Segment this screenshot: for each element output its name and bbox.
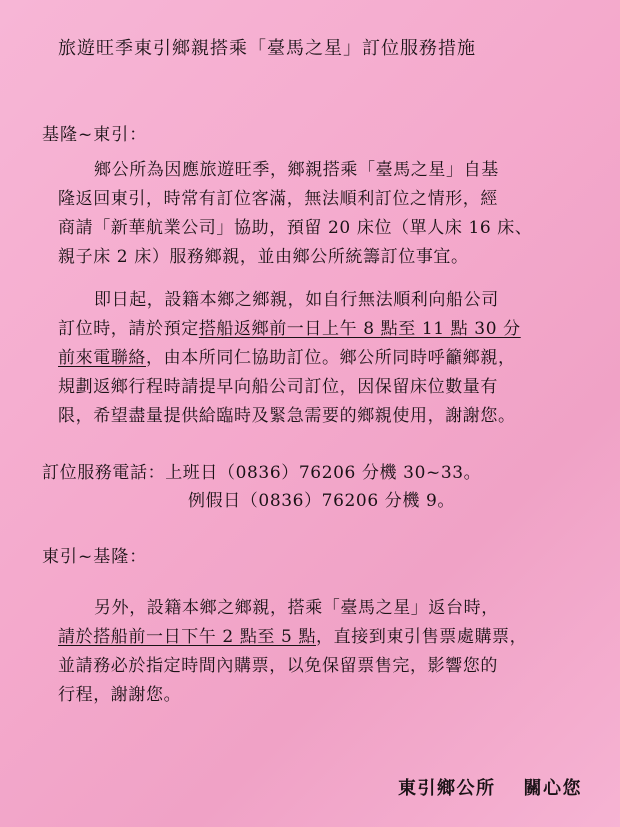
paragraph-return-ticket bbox=[58, 594, 527, 710]
paragraph-line: 限，希望盡量提供給臨時及緊急需要的鄉親使用，謝謝您。 bbox=[58, 406, 516, 426]
section-heading-dongyin-to-keelung: 東引~基隆： bbox=[42, 547, 148, 567]
section-heading-keelung-to-dongyin: 基隆~東引： bbox=[42, 125, 148, 145]
paragraph-line: 即日起，設籍本鄉之鄉親，如自行無法順利向船公司 bbox=[94, 290, 499, 310]
paragraph-line: 並請務必於指定時間內購票，以免保留票售完，影響您的 bbox=[58, 656, 498, 676]
underlined-purchase-window: 請於搭船前一日下午 2 點至 5 點 bbox=[58, 627, 317, 647]
signature bbox=[398, 774, 582, 800]
paragraph-line: 另外，設籍本鄉之鄉親，搭乘「臺馬之星」返台時， bbox=[94, 598, 499, 618]
paragraph-booking-instructions bbox=[58, 286, 521, 431]
text-segment: 訂位時，請於預定 bbox=[58, 319, 199, 339]
paragraph-line: 規劃返鄉行程時請提早向船公司訂位，因保留床位數量有 bbox=[58, 377, 498, 397]
signature-closing: 關心您 bbox=[523, 778, 582, 799]
paragraph-line: 隆返回東引，時常有訂位客滿，無法順利訂位之情形，經 bbox=[58, 189, 498, 209]
text-segment: ，直接到東引售票處購票， bbox=[316, 627, 528, 647]
signature-org: 東引鄉公所 bbox=[398, 778, 496, 799]
paragraph-line: 親子床 2 床）服務鄉親，並由鄉公所統籌訂位事宜。 bbox=[58, 247, 469, 267]
phone-weekday: 訂位服務電話：上班日（0836）76206 分機 30~33。 bbox=[42, 463, 482, 483]
underlined-call-instruction: 前來電聯絡 bbox=[58, 348, 146, 368]
paragraph-line: 商請「新華航業公司」協助，預留 20 床位（單人床 16 床、 bbox=[58, 218, 533, 238]
underlined-time-window: 搭船返鄉前一日上午 8 點至 11 點 30 分 bbox=[198, 319, 521, 339]
paragraph-line: 鄉公所為因應旅遊旺季，鄉親搭乘「臺馬之星」自基 bbox=[94, 160, 499, 180]
paragraph-line bbox=[58, 344, 521, 373]
paragraph-line: 行程，謝謝您。 bbox=[58, 685, 182, 705]
phone-holiday: 例假日（0836）76206 分機 9。 bbox=[188, 491, 455, 511]
text-segment: ，由本所同仁協助訂位。鄉公所同時呼籲鄉親， bbox=[146, 348, 516, 368]
paragraph-booking-arrangement bbox=[58, 156, 532, 272]
paragraph-line bbox=[58, 315, 521, 344]
paragraph-line bbox=[58, 623, 527, 652]
notice-title: 旅遊旺季東引鄉親搭乘「臺馬之星」訂位服務措施 bbox=[58, 38, 476, 59]
